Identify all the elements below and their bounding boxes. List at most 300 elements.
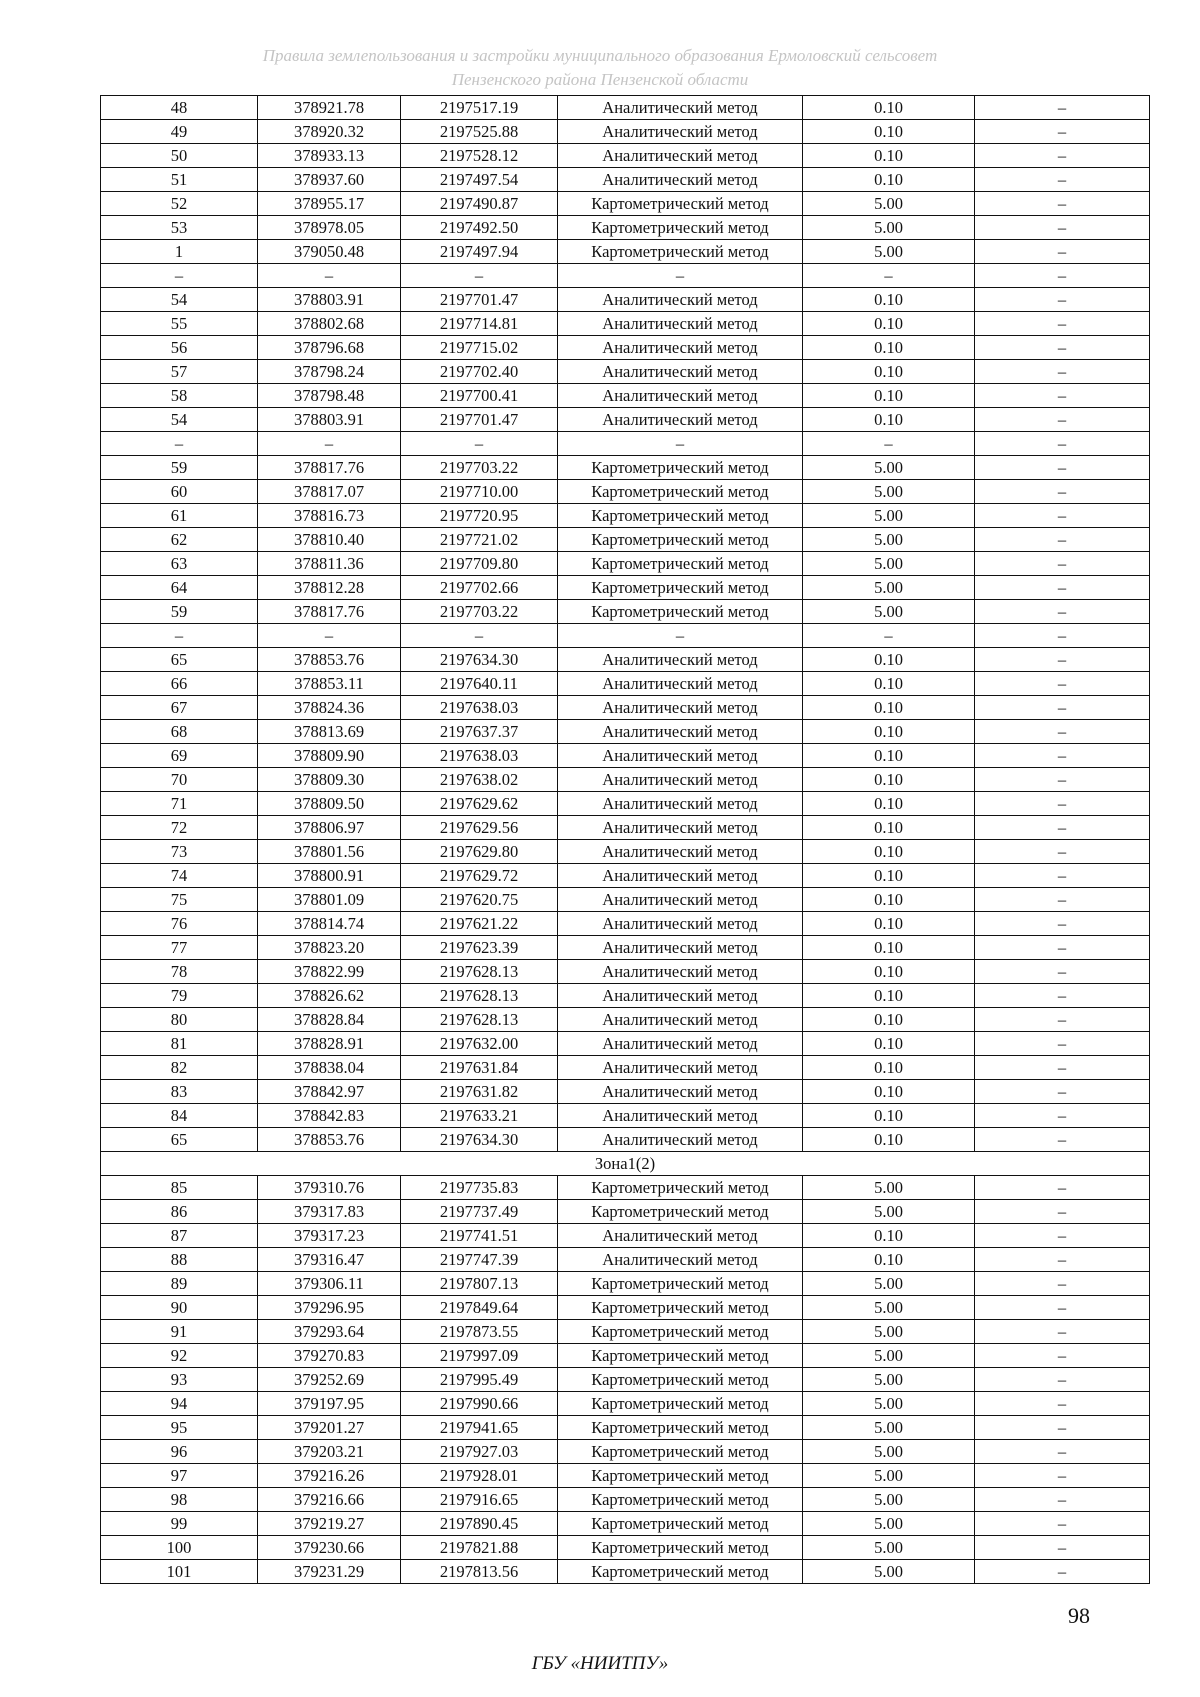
- description-cell: –: [975, 840, 1150, 864]
- accuracy-cell: 5.00: [803, 1392, 975, 1416]
- accuracy-cell: 0.10: [803, 120, 975, 144]
- method-cell: Картометрический метод: [558, 600, 803, 624]
- method-cell: Картометрический метод: [558, 1392, 803, 1416]
- y-coordinate-cell: 2197813.56: [401, 1560, 558, 1584]
- point-number-cell: 59: [101, 600, 258, 624]
- accuracy-cell: 5.00: [803, 552, 975, 576]
- table-row: [101, 960, 1150, 984]
- point-number-cell: 54: [101, 408, 258, 432]
- x-coordinate-cell: 378817.07: [258, 480, 401, 504]
- table-row: [101, 1224, 1150, 1248]
- point-number-cell: 89: [101, 1272, 258, 1296]
- x-coordinate-cell: 378842.83: [258, 1104, 401, 1128]
- coordinates-table-body: [101, 96, 1150, 1584]
- method-cell: Картометрический метод: [558, 1176, 803, 1200]
- method-cell: Аналитический метод: [558, 1128, 803, 1152]
- x-coordinate-cell: 378828.84: [258, 1008, 401, 1032]
- method-cell: Картометрический метод: [558, 1440, 803, 1464]
- table-row: [101, 600, 1150, 624]
- running-header-line-2: Пензенского района Пензенской области: [451, 70, 749, 89]
- point-number-cell: 83: [101, 1080, 258, 1104]
- x-coordinate-cell: 378798.24: [258, 360, 401, 384]
- table-row: [101, 1200, 1150, 1224]
- description-cell: –: [975, 1464, 1150, 1488]
- x-coordinate-cell: 378842.97: [258, 1080, 401, 1104]
- method-cell: –: [558, 264, 803, 288]
- table-row: [101, 144, 1150, 168]
- x-coordinate-cell: 378803.91: [258, 288, 401, 312]
- accuracy-cell: 0.10: [803, 360, 975, 384]
- table-row: [101, 312, 1150, 336]
- point-number-cell: 50: [101, 144, 258, 168]
- description-cell: –: [975, 912, 1150, 936]
- table-row: [101, 984, 1150, 1008]
- table-row: [101, 168, 1150, 192]
- point-number-cell: 70: [101, 768, 258, 792]
- accuracy-cell: 5.00: [803, 528, 975, 552]
- y-coordinate-cell: 2197703.22: [401, 600, 558, 624]
- y-coordinate-cell: 2197492.50: [401, 216, 558, 240]
- x-coordinate-cell: 378814.74: [258, 912, 401, 936]
- accuracy-cell: 0.10: [803, 672, 975, 696]
- description-cell: –: [975, 792, 1150, 816]
- point-number-cell: 84: [101, 1104, 258, 1128]
- y-coordinate-cell: 2197710.00: [401, 480, 558, 504]
- method-cell: Аналитический метод: [558, 1008, 803, 1032]
- y-coordinate-cell: 2197638.03: [401, 696, 558, 720]
- point-number-cell: 51: [101, 168, 258, 192]
- x-coordinate-cell: –: [258, 432, 401, 456]
- x-coordinate-cell: 378813.69: [258, 720, 401, 744]
- accuracy-cell: 5.00: [803, 1296, 975, 1320]
- accuracy-cell: –: [803, 264, 975, 288]
- point-number-cell: 97: [101, 1464, 258, 1488]
- point-number-cell: 52: [101, 192, 258, 216]
- point-number-cell: 48: [101, 96, 258, 120]
- table-row: [101, 1032, 1150, 1056]
- method-cell: Аналитический метод: [558, 936, 803, 960]
- point-number-cell: 90: [101, 1296, 258, 1320]
- method-cell: Картометрический метод: [558, 1488, 803, 1512]
- accuracy-cell: 5.00: [803, 600, 975, 624]
- description-cell: –: [975, 1032, 1150, 1056]
- description-cell: –: [975, 336, 1150, 360]
- description-cell: –: [975, 1200, 1150, 1224]
- point-number-cell: 61: [101, 504, 258, 528]
- method-cell: Картометрический метод: [558, 1512, 803, 1536]
- y-coordinate-cell: 2197737.49: [401, 1200, 558, 1224]
- accuracy-cell: 0.10: [803, 888, 975, 912]
- y-coordinate-cell: 2197517.19: [401, 96, 558, 120]
- y-coordinate-cell: 2197628.13: [401, 984, 558, 1008]
- description-cell: –: [975, 1344, 1150, 1368]
- point-number-cell: 86: [101, 1200, 258, 1224]
- description-cell: –: [975, 600, 1150, 624]
- accuracy-cell: 0.10: [803, 792, 975, 816]
- x-coordinate-cell: 378816.73: [258, 504, 401, 528]
- point-number-cell: 82: [101, 1056, 258, 1080]
- y-coordinate-cell: 2197927.03: [401, 1440, 558, 1464]
- y-coordinate-cell: 2197807.13: [401, 1272, 558, 1296]
- y-coordinate-cell: 2197715.02: [401, 336, 558, 360]
- y-coordinate-cell: 2197623.39: [401, 936, 558, 960]
- table-row: [101, 288, 1150, 312]
- accuracy-cell: 0.10: [803, 168, 975, 192]
- x-coordinate-cell: 379310.76: [258, 1176, 401, 1200]
- method-cell: Аналитический метод: [558, 288, 803, 312]
- table-row: [101, 456, 1150, 480]
- method-cell: Аналитический метод: [558, 408, 803, 432]
- page-footer: ГБУ «НИИТПУ»: [531, 1653, 669, 1674]
- y-coordinate-cell: 2197629.72: [401, 864, 558, 888]
- point-number-cell: 88: [101, 1248, 258, 1272]
- point-number-cell: –: [101, 264, 258, 288]
- method-cell: Аналитический метод: [558, 864, 803, 888]
- table-row: [101, 1056, 1150, 1080]
- accuracy-cell: 0.10: [803, 1080, 975, 1104]
- x-coordinate-cell: 379306.11: [258, 1272, 401, 1296]
- method-cell: Картометрический метод: [558, 1296, 803, 1320]
- y-coordinate-cell: 2197995.49: [401, 1368, 558, 1392]
- y-coordinate-cell: 2197741.51: [401, 1224, 558, 1248]
- coordinates-table: [100, 95, 1150, 1584]
- description-cell: –: [975, 624, 1150, 648]
- method-cell: Аналитический метод: [558, 1080, 803, 1104]
- description-cell: –: [975, 696, 1150, 720]
- x-coordinate-cell: 378826.62: [258, 984, 401, 1008]
- method-cell: –: [558, 432, 803, 456]
- x-coordinate-cell: 378817.76: [258, 456, 401, 480]
- accuracy-cell: 0.10: [803, 912, 975, 936]
- point-number-cell: 91: [101, 1320, 258, 1344]
- accuracy-cell: 0.10: [803, 288, 975, 312]
- description-cell: –: [975, 1056, 1150, 1080]
- method-cell: Картометрический метод: [558, 1320, 803, 1344]
- table-row: [101, 1512, 1150, 1536]
- zone-label: Зона1(2): [101, 1152, 1150, 1176]
- description-cell: –: [975, 432, 1150, 456]
- description-cell: –: [975, 96, 1150, 120]
- accuracy-cell: 0.10: [803, 936, 975, 960]
- x-coordinate-cell: 378809.50: [258, 792, 401, 816]
- description-cell: –: [975, 1224, 1150, 1248]
- y-coordinate-cell: 2197490.87: [401, 192, 558, 216]
- x-coordinate-cell: 378853.76: [258, 648, 401, 672]
- table-row: [101, 1344, 1150, 1368]
- running-header: [0, 44, 1200, 92]
- point-number-cell: 74: [101, 864, 258, 888]
- table-row: [101, 792, 1150, 816]
- accuracy-cell: 0.10: [803, 864, 975, 888]
- description-cell: –: [975, 1272, 1150, 1296]
- table-row: [101, 1536, 1150, 1560]
- table-row: [101, 1320, 1150, 1344]
- description-cell: –: [975, 456, 1150, 480]
- description-cell: –: [975, 408, 1150, 432]
- description-cell: –: [975, 168, 1150, 192]
- description-cell: –: [975, 672, 1150, 696]
- method-cell: Картометрический метод: [558, 480, 803, 504]
- table-row: [101, 1416, 1150, 1440]
- y-coordinate-cell: 2197528.12: [401, 144, 558, 168]
- x-coordinate-cell: 379317.23: [258, 1224, 401, 1248]
- accuracy-cell: 0.10: [803, 720, 975, 744]
- method-cell: Аналитический метод: [558, 360, 803, 384]
- y-coordinate-cell: 2197629.56: [401, 816, 558, 840]
- accuracy-cell: 5.00: [803, 1536, 975, 1560]
- method-cell: Картометрический метод: [558, 1416, 803, 1440]
- x-coordinate-cell: 378803.91: [258, 408, 401, 432]
- accuracy-cell: 0.10: [803, 408, 975, 432]
- description-cell: –: [975, 312, 1150, 336]
- table-row: [101, 480, 1150, 504]
- table-row: [101, 336, 1150, 360]
- x-coordinate-cell: 378955.17: [258, 192, 401, 216]
- y-coordinate-cell: 2197640.11: [401, 672, 558, 696]
- table-row: [101, 648, 1150, 672]
- x-coordinate-cell: 379197.95: [258, 1392, 401, 1416]
- point-number-cell: 101: [101, 1560, 258, 1584]
- point-number-cell: 1: [101, 240, 258, 264]
- y-coordinate-cell: –: [401, 264, 558, 288]
- accuracy-cell: 5.00: [803, 504, 975, 528]
- point-number-cell: 99: [101, 1512, 258, 1536]
- table-row: [101, 1104, 1150, 1128]
- description-cell: –: [975, 1512, 1150, 1536]
- zone-header-row: [101, 1152, 1150, 1176]
- accuracy-cell: 0.10: [803, 816, 975, 840]
- x-coordinate-cell: 379317.83: [258, 1200, 401, 1224]
- table-row: [101, 576, 1150, 600]
- table-row: [101, 720, 1150, 744]
- accuracy-cell: 0.10: [803, 144, 975, 168]
- x-coordinate-cell: 379252.69: [258, 1368, 401, 1392]
- accuracy-cell: 0.10: [803, 1104, 975, 1128]
- y-coordinate-cell: 2197497.54: [401, 168, 558, 192]
- description-cell: –: [975, 744, 1150, 768]
- description-cell: –: [975, 120, 1150, 144]
- point-number-cell: 77: [101, 936, 258, 960]
- description-cell: –: [975, 1248, 1150, 1272]
- table-row: [101, 696, 1150, 720]
- description-cell: –: [975, 648, 1150, 672]
- method-cell: Аналитический метод: [558, 840, 803, 864]
- y-coordinate-cell: –: [401, 432, 558, 456]
- x-coordinate-cell: 378796.68: [258, 336, 401, 360]
- method-cell: Картометрический метод: [558, 192, 803, 216]
- method-cell: Аналитический метод: [558, 144, 803, 168]
- accuracy-cell: 0.10: [803, 840, 975, 864]
- x-coordinate-cell: 378978.05: [258, 216, 401, 240]
- x-coordinate-cell: 378920.32: [258, 120, 401, 144]
- method-cell: Картометрический метод: [558, 1464, 803, 1488]
- method-cell: Аналитический метод: [558, 768, 803, 792]
- point-number-cell: 96: [101, 1440, 258, 1464]
- accuracy-cell: 0.10: [803, 1032, 975, 1056]
- y-coordinate-cell: 2197621.22: [401, 912, 558, 936]
- x-coordinate-cell: 378798.48: [258, 384, 401, 408]
- description-cell: –: [975, 144, 1150, 168]
- table-row: [101, 504, 1150, 528]
- method-cell: Аналитический метод: [558, 1032, 803, 1056]
- accuracy-cell: 0.10: [803, 960, 975, 984]
- x-coordinate-cell: 379050.48: [258, 240, 401, 264]
- x-coordinate-cell: 378801.56: [258, 840, 401, 864]
- method-cell: Аналитический метод: [558, 384, 803, 408]
- x-coordinate-cell: 378810.40: [258, 528, 401, 552]
- table-row: [101, 1488, 1150, 1512]
- x-coordinate-cell: 378812.28: [258, 576, 401, 600]
- description-cell: –: [975, 240, 1150, 264]
- accuracy-cell: 0.10: [803, 768, 975, 792]
- y-coordinate-cell: 2197634.30: [401, 648, 558, 672]
- description-cell: –: [975, 552, 1150, 576]
- table-row: [101, 432, 1150, 456]
- x-coordinate-cell: 378802.68: [258, 312, 401, 336]
- description-cell: –: [975, 264, 1150, 288]
- table-row: [101, 1080, 1150, 1104]
- x-coordinate-cell: 379231.29: [258, 1560, 401, 1584]
- table-row: [101, 1176, 1150, 1200]
- x-coordinate-cell: 378822.99: [258, 960, 401, 984]
- point-number-cell: 85: [101, 1176, 258, 1200]
- y-coordinate-cell: 2197714.81: [401, 312, 558, 336]
- point-number-cell: 71: [101, 792, 258, 816]
- y-coordinate-cell: 2197634.30: [401, 1128, 558, 1152]
- method-cell: Аналитический метод: [558, 1056, 803, 1080]
- y-coordinate-cell: 2197633.21: [401, 1104, 558, 1128]
- accuracy-cell: 5.00: [803, 576, 975, 600]
- accuracy-cell: 5.00: [803, 480, 975, 504]
- description-cell: –: [975, 936, 1150, 960]
- method-cell: Аналитический метод: [558, 816, 803, 840]
- y-coordinate-cell: 2197990.66: [401, 1392, 558, 1416]
- point-number-cell: 59: [101, 456, 258, 480]
- accuracy-cell: 0.10: [803, 312, 975, 336]
- y-coordinate-cell: 2197701.47: [401, 288, 558, 312]
- description-cell: –: [975, 480, 1150, 504]
- method-cell: Картометрический метод: [558, 1200, 803, 1224]
- method-cell: Аналитический метод: [558, 1104, 803, 1128]
- point-number-cell: 66: [101, 672, 258, 696]
- description-cell: –: [975, 360, 1150, 384]
- table-row: [101, 384, 1150, 408]
- x-coordinate-cell: 378921.78: [258, 96, 401, 120]
- x-coordinate-cell: 378853.76: [258, 1128, 401, 1152]
- point-number-cell: 78: [101, 960, 258, 984]
- point-number-cell: 58: [101, 384, 258, 408]
- table-row: [101, 1560, 1150, 1584]
- table-row: [101, 1392, 1150, 1416]
- table-row: [101, 672, 1150, 696]
- method-cell: Аналитический метод: [558, 912, 803, 936]
- x-coordinate-cell: 379230.66: [258, 1536, 401, 1560]
- method-cell: Аналитический метод: [558, 792, 803, 816]
- point-number-cell: 79: [101, 984, 258, 1008]
- point-number-cell: 54: [101, 288, 258, 312]
- accuracy-cell: 0.10: [803, 1056, 975, 1080]
- method-cell: Картометрический метод: [558, 1368, 803, 1392]
- accuracy-cell: 5.00: [803, 1416, 975, 1440]
- description-cell: –: [975, 384, 1150, 408]
- accuracy-cell: 5.00: [803, 1440, 975, 1464]
- table-row: [101, 96, 1150, 120]
- page-number: 98: [1068, 1603, 1090, 1628]
- point-number-cell: 75: [101, 888, 258, 912]
- accuracy-cell: 5.00: [803, 1176, 975, 1200]
- table-row: [101, 768, 1150, 792]
- point-number-cell: 67: [101, 696, 258, 720]
- accuracy-cell: 5.00: [803, 1272, 975, 1296]
- point-number-cell: 60: [101, 480, 258, 504]
- accuracy-cell: 0.10: [803, 648, 975, 672]
- method-cell: Картометрический метод: [558, 240, 803, 264]
- method-cell: Картометрический метод: [558, 504, 803, 528]
- accuracy-cell: 0.10: [803, 96, 975, 120]
- y-coordinate-cell: 2197632.00: [401, 1032, 558, 1056]
- x-coordinate-cell: 378806.97: [258, 816, 401, 840]
- x-coordinate-cell: 378811.36: [258, 552, 401, 576]
- description-cell: –: [975, 816, 1150, 840]
- x-coordinate-cell: 379296.95: [258, 1296, 401, 1320]
- accuracy-cell: –: [803, 624, 975, 648]
- y-coordinate-cell: 2197628.13: [401, 960, 558, 984]
- x-coordinate-cell: –: [258, 264, 401, 288]
- table-row: [101, 840, 1150, 864]
- point-number-cell: 56: [101, 336, 258, 360]
- description-cell: –: [975, 528, 1150, 552]
- y-coordinate-cell: 2197928.01: [401, 1464, 558, 1488]
- table-row: [101, 264, 1150, 288]
- accuracy-cell: 5.00: [803, 240, 975, 264]
- y-coordinate-cell: 2197638.02: [401, 768, 558, 792]
- accuracy-cell: 5.00: [803, 1344, 975, 1368]
- description-cell: –: [975, 1128, 1150, 1152]
- accuracy-cell: 5.00: [803, 456, 975, 480]
- accuracy-cell: 5.00: [803, 1488, 975, 1512]
- accuracy-cell: 0.10: [803, 1248, 975, 1272]
- description-cell: –: [975, 288, 1150, 312]
- y-coordinate-cell: 2197720.95: [401, 504, 558, 528]
- description-cell: –: [975, 960, 1150, 984]
- description-cell: –: [975, 984, 1150, 1008]
- point-number-cell: 81: [101, 1032, 258, 1056]
- y-coordinate-cell: 2197620.75: [401, 888, 558, 912]
- description-cell: –: [975, 1104, 1150, 1128]
- y-coordinate-cell: 2197821.88: [401, 1536, 558, 1560]
- description-cell: –: [975, 768, 1150, 792]
- y-coordinate-cell: 2197890.45: [401, 1512, 558, 1536]
- x-coordinate-cell: 378817.76: [258, 600, 401, 624]
- table-row: [101, 864, 1150, 888]
- accuracy-cell: 5.00: [803, 1512, 975, 1536]
- table-row: [101, 192, 1150, 216]
- table-row: [101, 240, 1150, 264]
- method-cell: Аналитический метод: [558, 168, 803, 192]
- table-row: [101, 1464, 1150, 1488]
- x-coordinate-cell: 379219.27: [258, 1512, 401, 1536]
- table-row: [101, 1128, 1150, 1152]
- x-coordinate-cell: 378800.91: [258, 864, 401, 888]
- description-cell: –: [975, 1440, 1150, 1464]
- description-cell: –: [975, 1080, 1150, 1104]
- description-cell: –: [975, 1320, 1150, 1344]
- point-number-cell: 87: [101, 1224, 258, 1248]
- point-number-cell: 57: [101, 360, 258, 384]
- method-cell: Аналитический метод: [558, 960, 803, 984]
- method-cell: Аналитический метод: [558, 96, 803, 120]
- method-cell: Аналитический метод: [558, 744, 803, 768]
